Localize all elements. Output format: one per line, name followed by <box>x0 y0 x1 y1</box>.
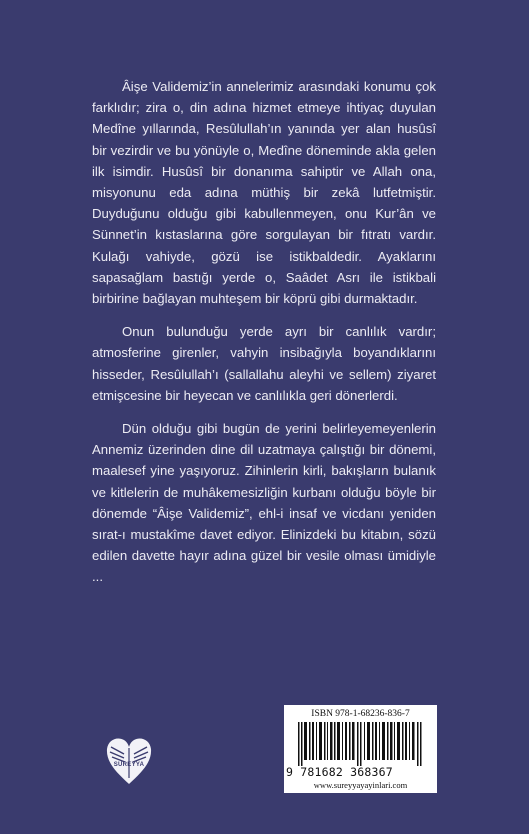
isbn-label: ISBN 978-1-68236-836-7 <box>311 709 410 719</box>
publisher-logo <box>104 734 154 786</box>
blurb-paragraph-1: Âişe Validemiz’in annelerimiz arasındaki konumu çok farklıdır; zira o, din adına hizmet etmeye ihtiyaç duyulan Medîne yıllarında, Resûlullah’ın yanında yer alan husûsî bir vezirdir ve bu yönüyle o, Medîne döneminde akla gelen ilk isimdir. Husûsî bir donanıma sahiptir ve Allah ona, misyonunu eda adına müthiş bir zekâ lutfetmiştir. Duyduğunu olduğu gibi kabullenmeyen, onu Kur’ân ve Sünnet’in kıstaslarına göre sorgulayan bir fıtratı vardır. Kulağı vahiyde, gözü ise istikbaldedir. Ayaklarını sapasağlam bastığı yerde o, Saâdet Asrı ile istikbali birbirine bağlayan muhteşem bir köprü gibi durmaktadır. <box>92 79 436 307</box>
barcode-bars <box>296 722 428 766</box>
publisher-website: www.sureyyayayinlari.com <box>313 780 408 790</box>
blurb-paragraph-3: Dün olduğu gibi bugün de yerini belirleyemeyenlerin Annemiz üzerinden dine dil uzatmaya çalıştığı bir dönemi, maalesef yine yaşıyoruz. Zihinlerin kirli, bakışların bulanık ve kitlelerin de muhâkemesizliğin kurbanı olduğu böyle bir dönemde “Âişe Validemiz”, ehl-i insaf ve vicdanı yeniden sırat-ı mustakîme davet ediyor. Elinizdeki bu kitabın, sözü edilen davette hayır adına güzel bir vesile olması ümidiyle ... <box>92 421 436 585</box>
publisher-logo-text: SUREYYA <box>113 762 145 768</box>
barcode-digits: 9 781682 368367 <box>286 765 393 779</box>
blurb-paragraph-2: Onun bulunduğu yerde ayrı bir canlılık vardır; atmosferine girenler, vahyin insibağıyla boyandıklarını hisseder, Resûlullah’ı (sallallahu aleyhi ve sellem) ziyaret etmişcesine bir heyecan ve canlılıkla geri dönerlerdi. <box>92 324 436 403</box>
heart-wing-icon <box>104 734 154 786</box>
back-cover-blurb <box>92 76 436 600</box>
isbn-barcode <box>284 705 437 793</box>
